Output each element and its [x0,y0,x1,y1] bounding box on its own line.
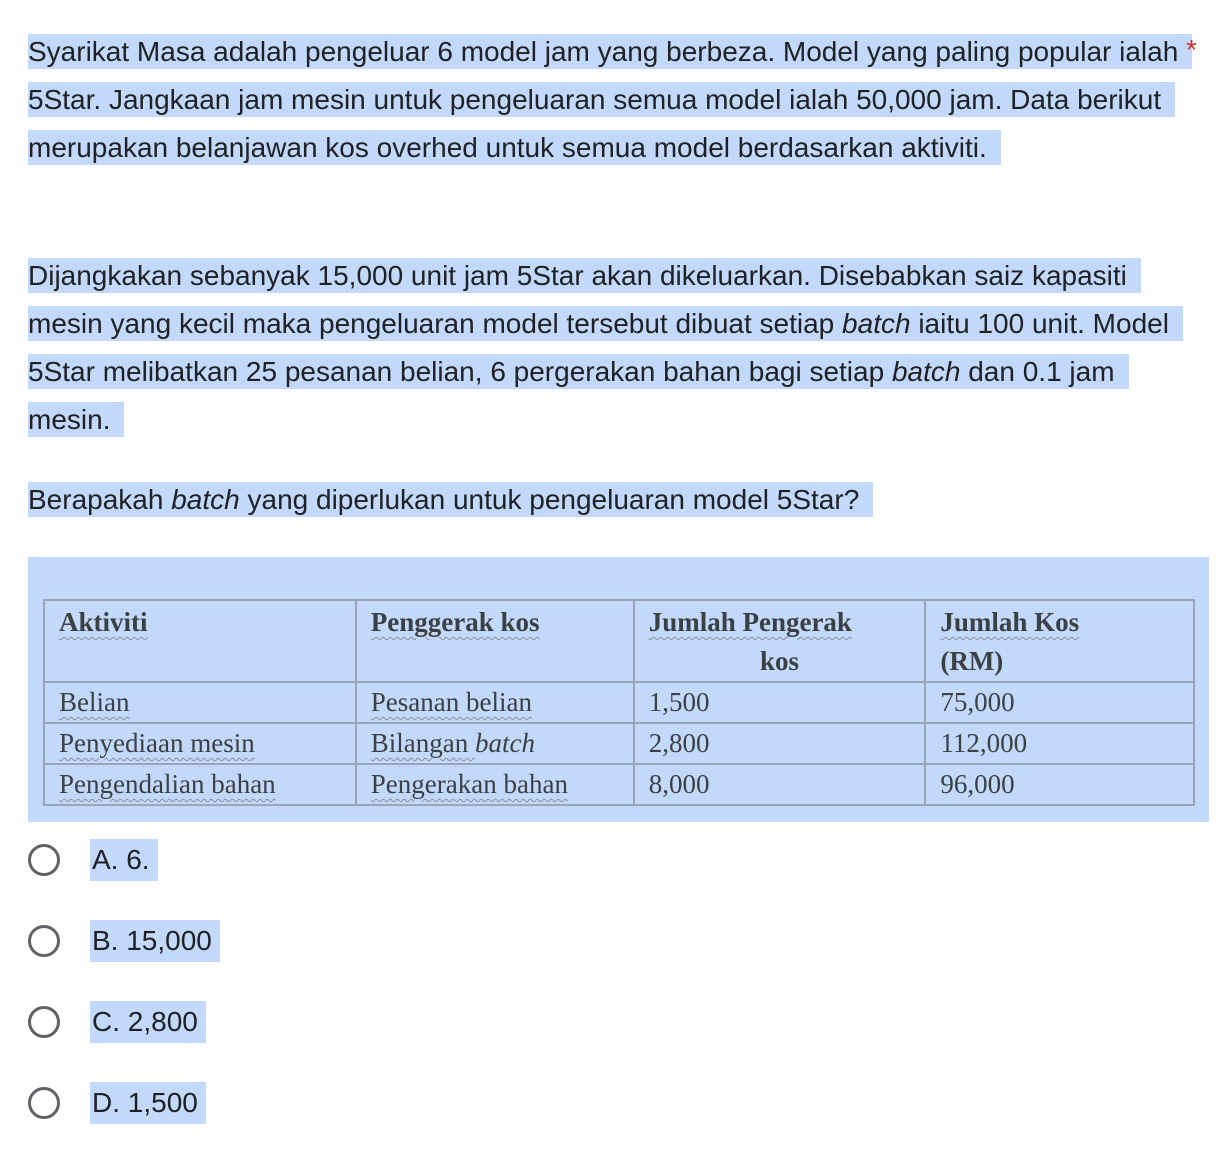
radio-button[interactable] [28,925,60,957]
table-header-row [44,600,1194,682]
option-a[interactable] [28,838,158,882]
question-paragraph-1: Syarikat Masa adalah pengeluar 6 model jam yang berbeza. Model yang paling popular ialah 5Star. Jangkaan jam mesin untuk pengeluaran semua model ialah 50,000 jam. Data berikut merupakan belanjawan kos overhed untuk semua model berdasarkan aktiviti. [28,28,1208,172]
table-row [44,682,1194,723]
option-c[interactable] [28,1000,206,1044]
overhead-cost-table [43,599,1195,806]
option-b[interactable] [28,919,220,963]
table-row [44,723,1194,764]
header-jumlah-kos: Jumlah Kos (RM) [925,600,1194,682]
cell-penggerak: Pengerakan bahan [356,764,634,805]
radio-button[interactable] [28,844,60,876]
option-label[interactable]: D. 1,500 [90,1082,206,1124]
header-jumlah-pengerak-kos: Jumlah Pengerak kos [634,600,926,682]
cell-jumlah-kos: 112,000 [925,723,1194,764]
question-paragraph-3: Berapakah batch yang diperlukan untuk pengeluaran model 5Star? [28,476,1208,524]
cell-jumlah-pengerak: 1,500 [634,682,926,723]
question-paragraph-2: Dijangkakan sebanyak 15,000 unit jam 5Star akan dikeluarkan. Disebabkan saiz kapasiti mesin yang kecil maka pengeluaran model tersebut dibuat setiap batch iaitu 100 unit. Model 5Star melibatkan 25 pesanan belian, 6 pergerakan bahan bagi setiap batch dan 0.1 jam mesin. [28,252,1208,444]
cell-jumlah-pengerak: 2,800 [634,723,926,764]
radio-button[interactable] [28,1087,60,1119]
option-label[interactable]: A. 6. [90,839,158,881]
cell-penggerak: Bilangan batch [356,723,634,764]
required-asterisk: * [1186,34,1197,65]
header-penggerak-kos: Penggerak kos [356,600,634,682]
cell-penggerak: Pesanan belian [356,682,634,723]
cell-jumlah-kos: 75,000 [925,682,1194,723]
question-title [28,28,1208,172]
option-label[interactable]: C. 2,800 [90,1001,206,1043]
cell-jumlah-kos: 96,000 [925,764,1194,805]
option-d[interactable] [28,1081,206,1125]
cell-aktiviti: Penyediaan mesin [44,723,356,764]
radio-button[interactable] [28,1006,60,1038]
cell-jumlah-pengerak: 8,000 [634,764,926,805]
cell-aktiviti: Belian [44,682,356,723]
header-aktiviti: Aktiviti [44,600,356,682]
option-label[interactable]: B. 15,000 [90,920,220,962]
cell-aktiviti: Pengendalian bahan [44,764,356,805]
table-row [44,764,1194,805]
question-image [28,557,1209,822]
